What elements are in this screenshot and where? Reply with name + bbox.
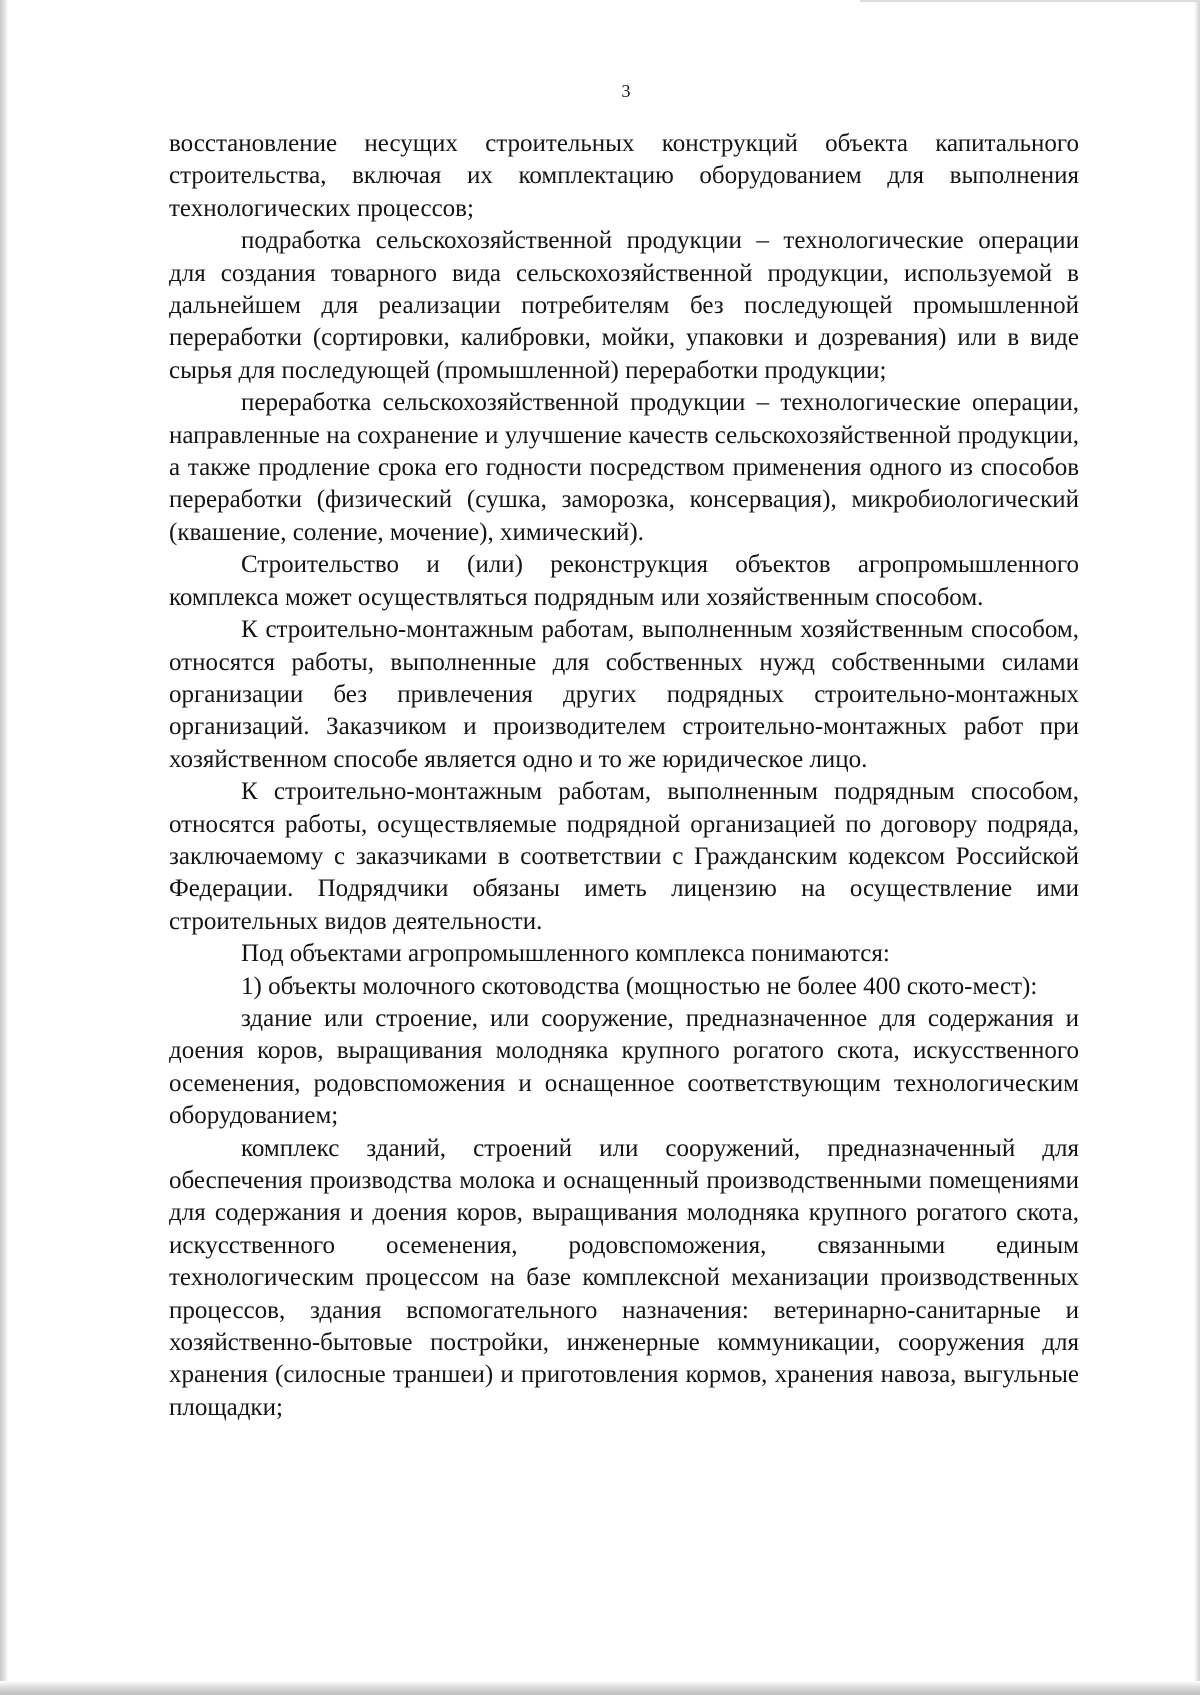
page-number: 3 [621,81,631,101]
scan-top-edge [860,0,1200,2]
list-item-dairy-objects: 1) объекты молочного скотоводства (мощностью не более 400 ското-мест): [241,972,1038,1000]
paragraph-contract-method: К строительно-монтажным работам, выполненным подрядным способом, относятся работы, осуществляемые подрядной организацией по договору подряда, заключаемому с заказчиками в соответствии с Гражданским кодексом Российской Федерации. Подрядчики обязаны иметь лицензию на осуществление ими строительных видов деятельности. [169,778,1079,935]
paragraph-objects-intro: Под объектами агропромышленного комплекса понимаются: [241,940,890,968]
scan-right-edge [1194,0,1200,1695]
paragraph-definition-podrabotka: подработка сельскохозяйственной продукции – технологические операции для создания товарного вида сельскохозяйственной продукции, используемой в дальнейшем для реализации потребителям без последующей промышленной переработки (сортировки, калибровки, мойки, упаковки и дозревания) или в виде сырья для последующей (промышленной) переработки продукции; [169,227,1079,384]
document-body [169,128,1079,1424]
scan-left-edge [0,0,8,1695]
paragraph-dairy-complex: комплекс зданий, строений или сооружений, предназначенный для обеспечения производства молока и оснащенный производственными помещениями для содержания и доения коров, выращивания молодняка крупного рогатого скота, искусственного осеменения, родовспоможения, связанными единым технологическим процессом на базе комплексной механизации производственных процессов, здания вспомогательного назначения: ветеринарно-санитарные и хозяйственно-бытовые постройки, инженерные коммуникации, сооружения для хранения (силосные траншеи) и приготовления кормов, хранения навоза, выгульные площадки; [169,1134,1079,1421]
paragraph-own-method: К строительно-монтажным работам, выполненным хозяйственным способом, относятся работы, выполненные для собственных нужд собственными силами организации без привлечения других подрядных строительно-монтажных организаций. Заказчиком и производителем строительно-монтажных работ при хозяйственном способе является одно и то же юридическое лицо. [169,616,1079,773]
paragraph-continuation: восстановление несущих строительных конструкций объекта капитального строительства, включая их комплектацию оборудованием для выполнения технологических процессов; [169,130,1079,222]
paragraph-definition-pererabotka: переработка сельскохозяйственной продукции – технологические операции, направленные на сохранение и улучшение качеств сельскохозяйственной продукции, а также продление срока его годности посредством применения одного из способов переработки (физический (сушка, заморозка, консервация), микробиологический (квашение, соление, мочение), химический). [169,389,1079,546]
scan-bottom-edge [0,1681,1200,1695]
paragraph-construction-methods: Строительство и (или) реконструкция объектов агропромышленного комплекса может осуществляться подрядным или хозяйственным способом. [169,551,1079,611]
paragraph-dairy-building: здание или строение, или сооружение, предназначенное для содержания и доения коров, выращивания молодняка крупного рогатого скота, искусственного осеменения, родовспоможения и оснащенное соответствующим технологическим оборудованием; [169,1004,1079,1130]
